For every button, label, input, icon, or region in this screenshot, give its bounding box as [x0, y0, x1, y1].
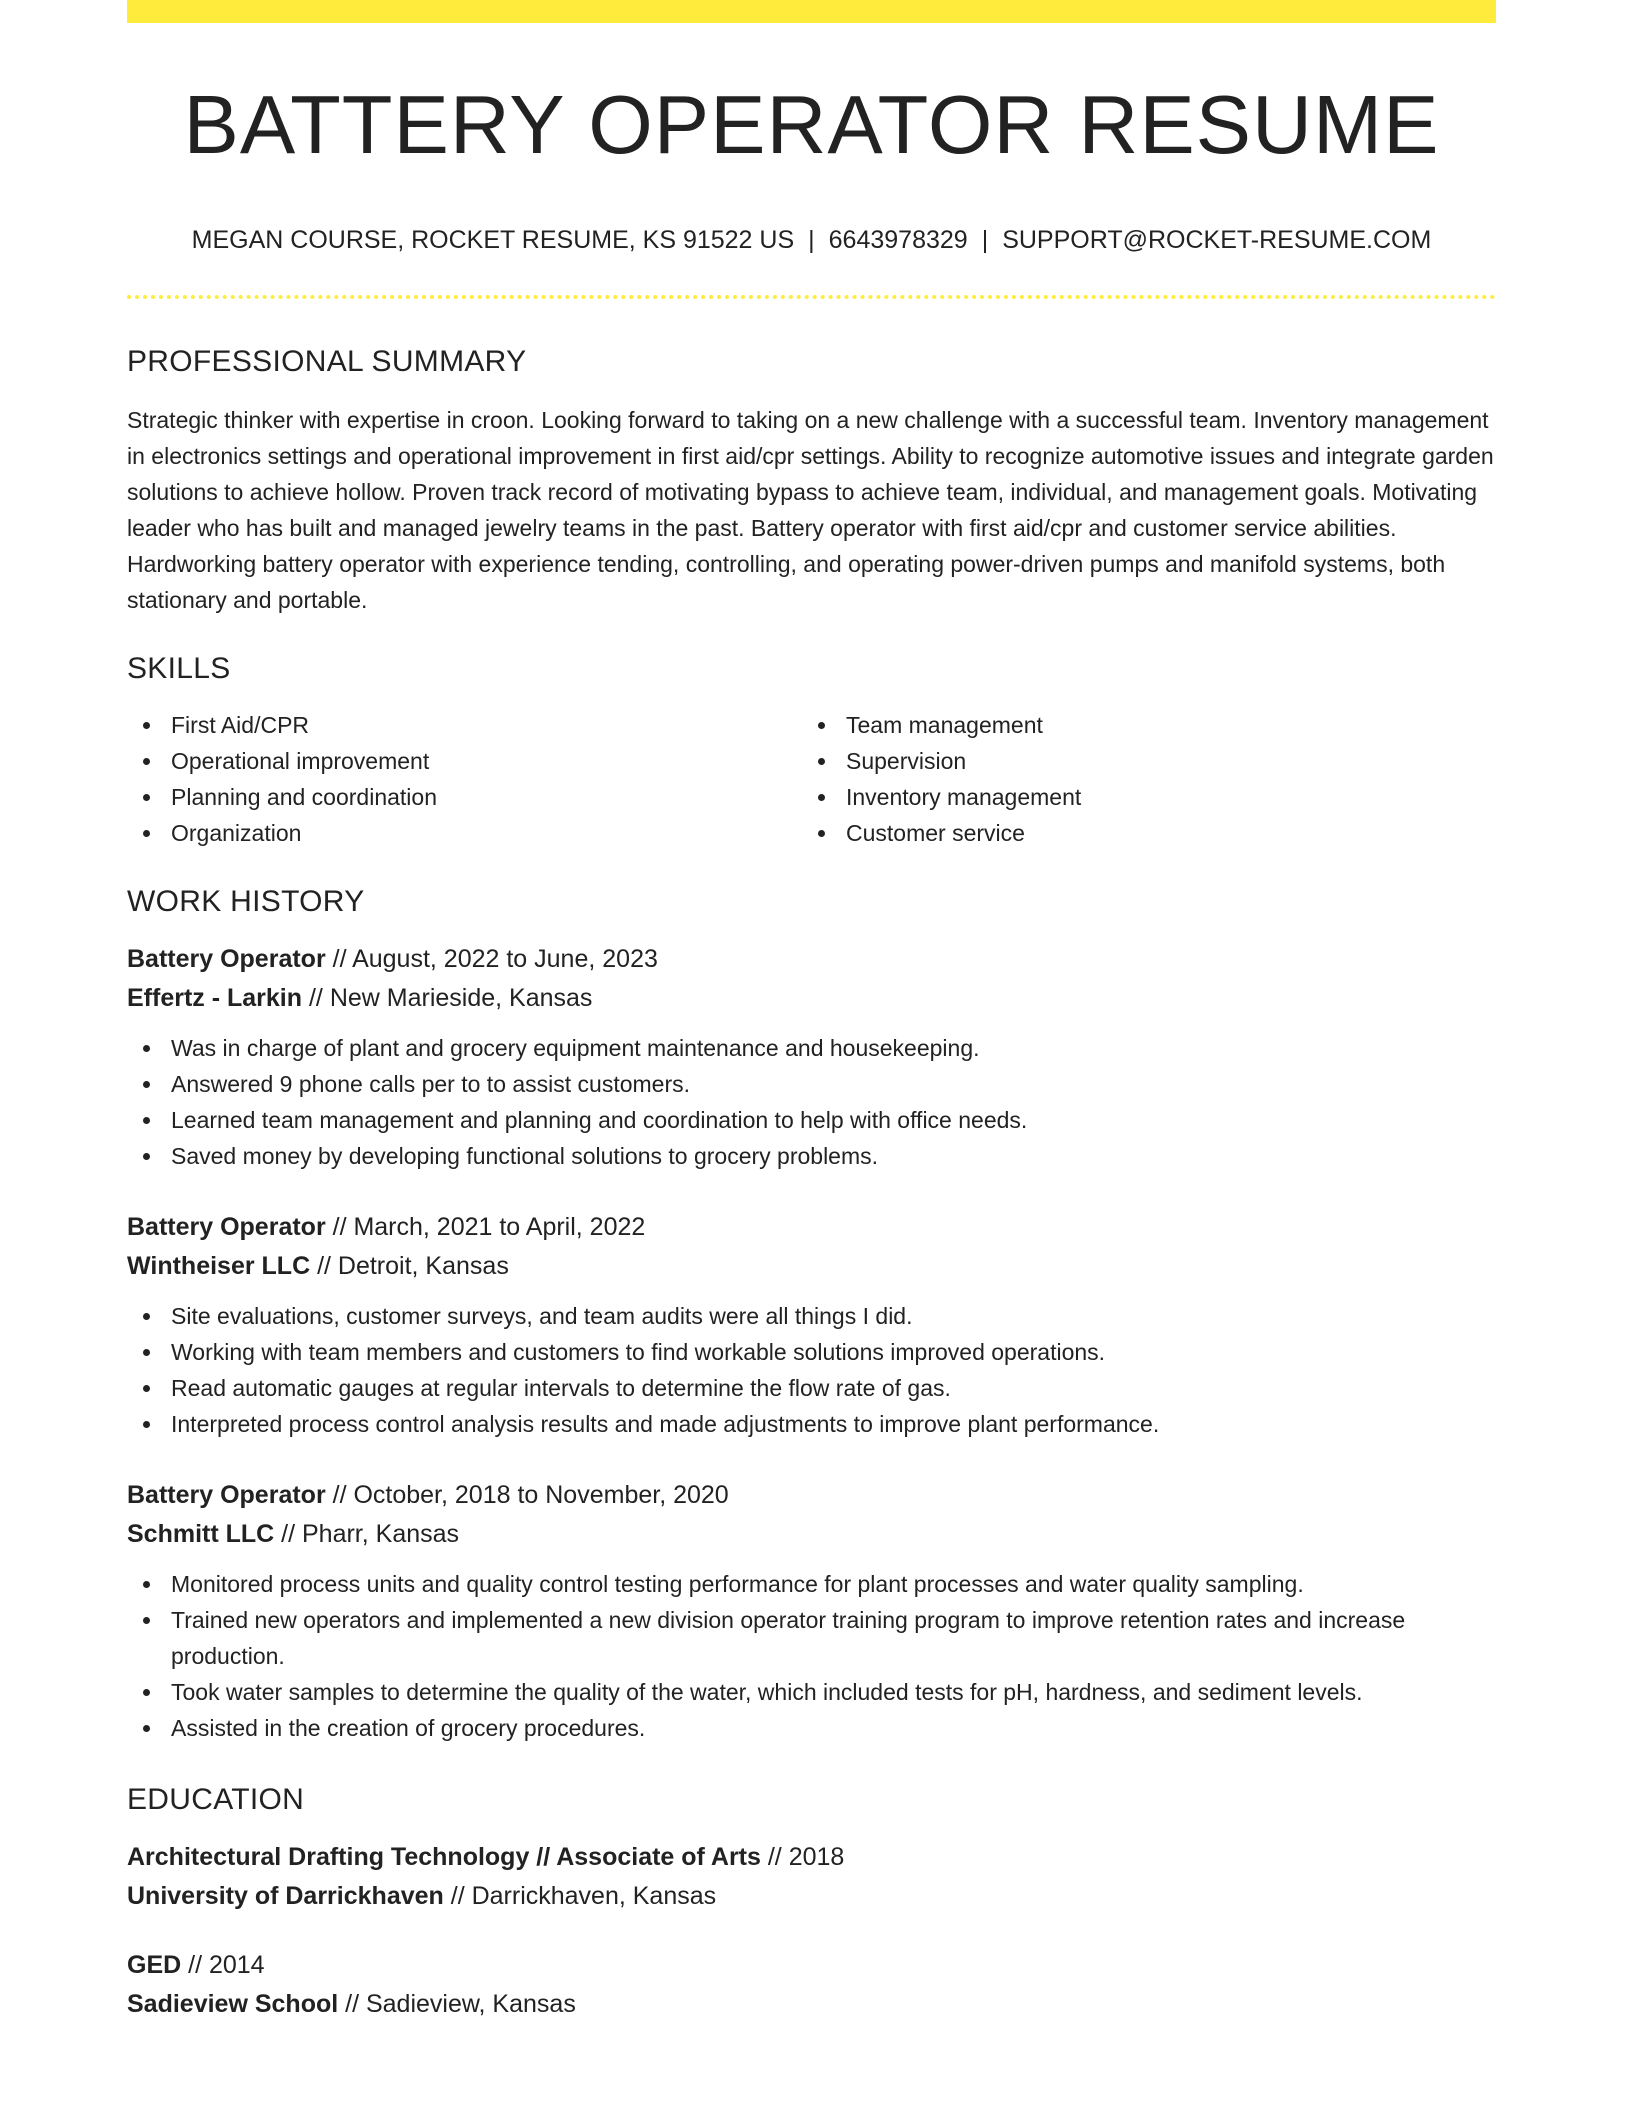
job-company-line: [127, 1515, 1496, 1554]
resume-title: BATTERY OPERATOR RESUME: [183, 78, 1440, 171]
job-duty: Site evaluations, customer surveys, and team audits were all things I did.: [127, 1298, 1496, 1334]
skill-item: Planning and coordination: [127, 779, 802, 815]
skill-item: First Aid/CPR: [127, 707, 802, 743]
education-year: // 2014: [181, 1951, 265, 1979]
job-duty: Was in charge of plant and grocery equipment maintenance and housekeeping.: [127, 1030, 1496, 1066]
skill-item: Operational improvement: [127, 743, 802, 779]
job-duty: Learned team management and planning and coordination to help with office needs.: [127, 1102, 1496, 1138]
skills-column-right: [802, 707, 1496, 851]
education-year: // 2018: [760, 1843, 845, 1871]
summary-text: Strategic thinker with expertise in croon. Looking forward to taking on a new challenge with a successful team. Inventory management in electronics settings and operational improvement in first aid/cpr settings. Ability to recognize automotive issues and integrate garden solutions to achieve hollow. Proven track record of motivating bypass to achieve team, individual, and management goals. Motivating leader who has built and managed jewelry teams in the past. Battery operator with first aid/cpr and customer service abilities. Hardworking battery operator with experience tending, controlling, and operating power-driven pumps and manifold systems, both stationary and portable.: [127, 407, 1494, 613]
job-location: // Detroit, Kansas: [310, 1252, 509, 1280]
work-history-heading: WORK HISTORY: [127, 885, 365, 918]
job-duty: Interpreted process control analysis results and made adjustments to improve plant performance.: [127, 1406, 1496, 1442]
education-degree: Architectural Drafting Technology // Associate of Arts: [127, 1843, 761, 1871]
skill-item: Customer service: [802, 815, 1496, 851]
skill-item: Team management: [802, 707, 1496, 743]
job-location: // New Marieside, Kansas: [302, 984, 593, 1012]
job-duty: Read automatic gauges at regular intervals to determine the flow rate of gas.: [127, 1370, 1496, 1406]
skill-item: Supervision: [802, 743, 1496, 779]
job-company-line: [127, 979, 1496, 1018]
job-location: // Pharr, Kansas: [274, 1520, 460, 1548]
job-title: Battery Operator: [127, 1213, 326, 1241]
job-duties: [127, 1030, 1496, 1174]
education-school-line: [127, 1877, 1496, 1916]
skills-list: [127, 707, 1496, 851]
skills-column-left: [127, 707, 802, 851]
job-duty: Assisted in the creation of grocery procedures.: [127, 1710, 1496, 1746]
job-company-line: [127, 1247, 1496, 1286]
contact-email: SUPPORT@ROCKET-RESUME.COM: [1002, 226, 1432, 254]
summary-heading: PROFESSIONAL SUMMARY: [127, 345, 527, 378]
job-duty: Trained new operators and implemented a new division operator training program to improve retention rates and increase production.: [127, 1602, 1496, 1674]
contact-line: [127, 226, 1496, 255]
education-heading: EDUCATION: [127, 1783, 305, 1816]
education-location: // Darrickhaven, Kansas: [443, 1882, 717, 1910]
top-accent-bar: [127, 0, 1496, 23]
education-entry: [127, 1838, 1496, 1916]
job-company: Wintheiser LLC: [127, 1252, 311, 1280]
job-entry: [127, 940, 1496, 1174]
job-dates: // August, 2022 to June, 2023: [325, 945, 658, 973]
job-title-line: [127, 1476, 1496, 1515]
job-title-line: [127, 940, 1496, 979]
education-degree-line: [127, 1946, 1496, 1985]
skills-heading: SKILLS: [127, 652, 231, 685]
resume-page: [127, 0, 1496, 2024]
education-degree: GED: [127, 1951, 182, 1979]
header-divider: [127, 295, 1496, 299]
job-duty: Working with team members and customers to find workable solutions improved operations.: [127, 1334, 1496, 1370]
job-entry: [127, 1208, 1496, 1442]
job-company: Schmitt LLC: [127, 1520, 275, 1548]
job-dates: // March, 2021 to April, 2022: [325, 1213, 646, 1241]
job-company: Effertz - Larkin: [127, 984, 303, 1012]
job-title-line: [127, 1208, 1496, 1247]
job-dates: // October, 2018 to November, 2020: [325, 1481, 729, 1509]
education-degree-line: [127, 1838, 1496, 1877]
job-duties: [127, 1566, 1496, 1746]
job-title: Battery Operator: [127, 945, 326, 973]
education-entry: [127, 1946, 1496, 2024]
education-school-line: [127, 1985, 1496, 2024]
job-duty: Took water samples to determine the quality of the water, which included tests for pH, hardness, and sediment levels.: [127, 1674, 1496, 1710]
job-duty: Saved money by developing functional solutions to grocery problems.: [127, 1138, 1496, 1174]
skill-item: Inventory management: [802, 779, 1496, 815]
skill-item: Organization: [127, 815, 802, 851]
contact-separator: |: [981, 226, 989, 254]
contact-separator: |: [808, 226, 815, 254]
contact-phone: 6643978329: [828, 226, 968, 254]
education-school: University of Darrickhaven: [127, 1882, 444, 1910]
job-duty: Monitored process units and quality control testing performance for plant processes and water quality sampling.: [127, 1566, 1496, 1602]
education-location: // Sadieview, Kansas: [338, 1990, 576, 2018]
education-school: Sadieview School: [127, 1990, 339, 2018]
job-title: Battery Operator: [127, 1481, 326, 1509]
job-duty: Answered 9 phone calls per to to assist customers.: [127, 1066, 1496, 1102]
job-duties: [127, 1298, 1496, 1442]
contact-address: MEGAN COURSE, ROCKET RESUME, KS 91522 US: [191, 226, 795, 254]
job-entry: [127, 1476, 1496, 1746]
